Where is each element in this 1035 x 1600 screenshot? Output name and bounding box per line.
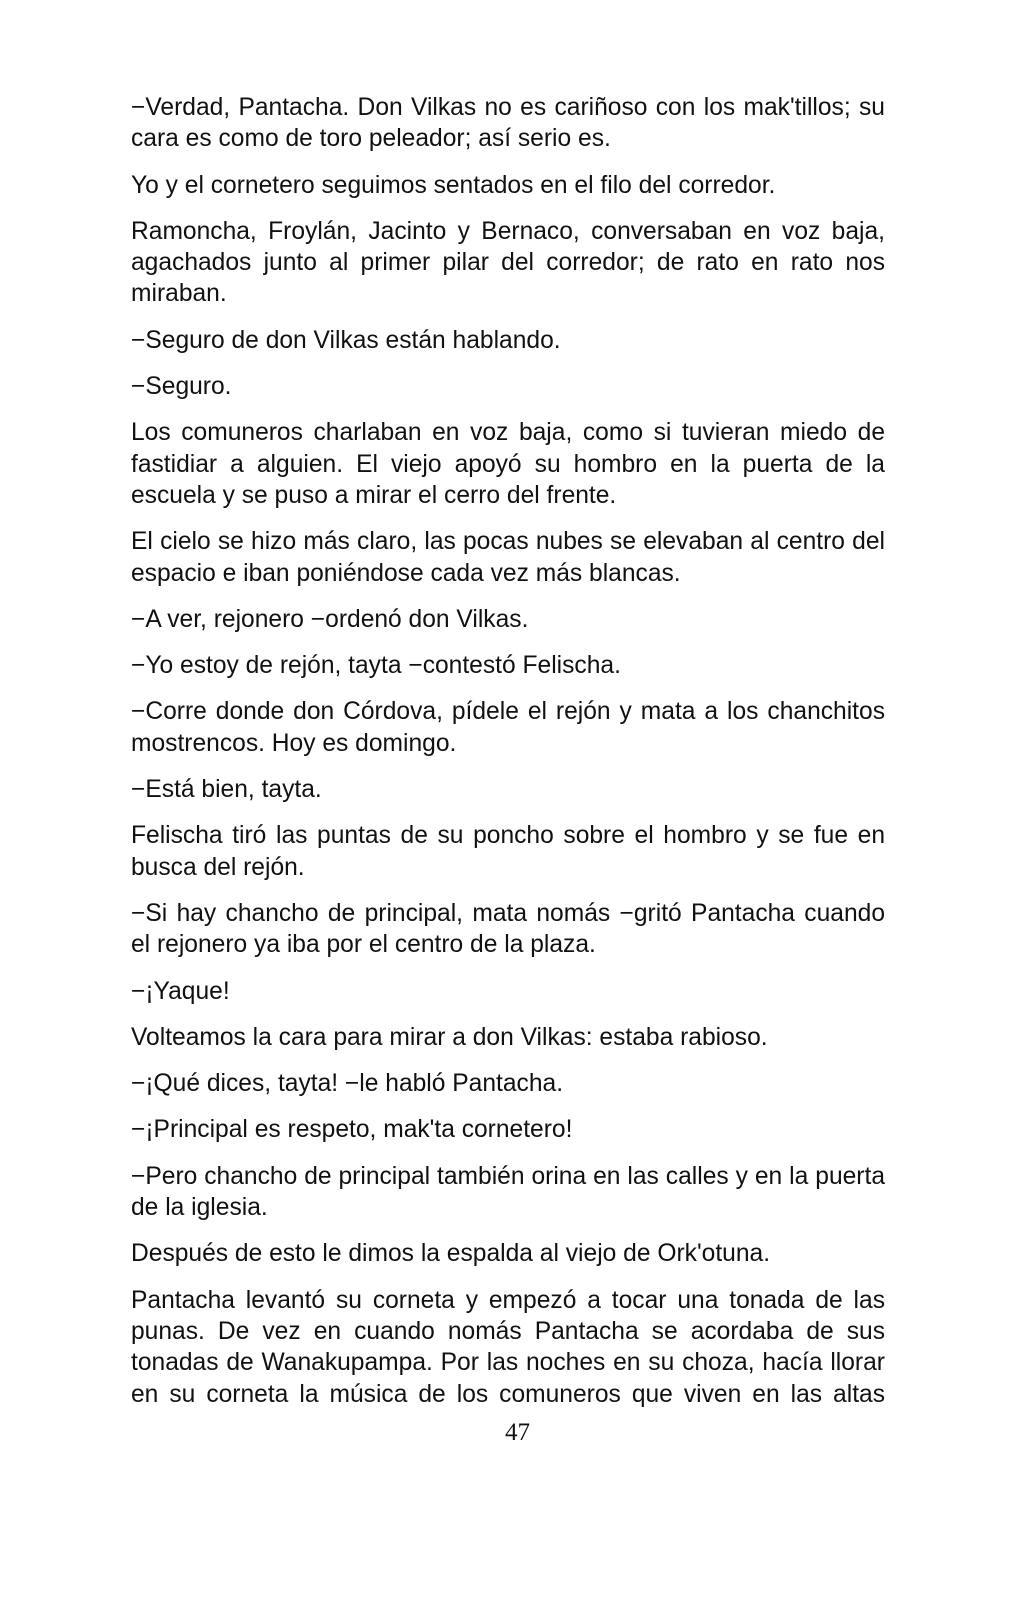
paragraph: Volteamos la cara para mirar a don Vilkas: estaba rabioso. [131,1023,768,1051]
paragraph: −Corre donde don Córdova, pídele el rejón y mata a los chanchitos mostrencos. Hoy es domingo. [131,698,885,757]
page-number: 47 [505,1419,530,1446]
paragraph: −Verdad, Pantacha. Don Vilkas no es cariñoso con los mak'tillos; su cara es como de toro peleador; así serio es. [131,94,885,153]
paragraph: −Yo estoy de rejón, tayta −contestó Felischa. [131,652,621,680]
paragraph: −Está bien, tayta. [131,776,322,804]
paragraph: −Pero chancho de principal también orina en las calles y en la puerta de la iglesia. [131,1162,885,1222]
paragraph: −¡Principal es respeto, mak'ta cornetero! [131,1116,573,1144]
paragraph: Felischa tiró las puntas de su poncho sobre el hombro y se fue en busca del rejón. [131,822,885,881]
paragraph: Pantacha levantó su corneta y empezó a tocar una tonada de las punas. De vez en cuando nomás Pantacha se acordaba de sus tonadas de Wanakupampa. Por las noches en su choza, hacía llorar en su corneta la música de los comuneros que viven en las altas [131,1286,885,1408]
paragraph: −Seguro de don Vilkas están hablando. [131,326,561,354]
paragraph: Los comuneros charlaban en voz baja, como si tuvieran miedo de fastidiar a alguien. El viejo apoyó su hombro en la puerta de la escuela y se puso a mirar el cerro del frente. [131,419,885,509]
paragraph: Ramoncha, Froylán, Jacinto y Bernaco, conversaban en voz baja, agachados junto al primer pilar del corredor; de rato en rato nos miraban. [131,217,885,308]
paragraph: −Si hay chancho de principal, mata nomás −gritó Pantacha cuando el rejonero ya iba por el centro de la plaza. [131,899,885,959]
paragraph: −Seguro. [131,373,232,401]
paragraph: −A ver, rejonero −ordenó don Vilkas. [131,605,529,633]
paragraph: Después de esto le dimos la espalda al viejo de Ork'otuna. [131,1240,771,1268]
page-body-text [131,92,885,1410]
paragraph: −¡Yaque! [131,977,230,1005]
paragraph: Yo y el cornetero seguimos sentados en el filo del corredor. [131,171,776,199]
paragraph: −¡Qué dices, tayta! −le habló Pantacha. [131,1070,564,1098]
paragraph: El cielo se hizo más claro, las pocas nubes se elevaban al centro del espacio e iban poniéndose cada vez más blancas. [131,528,885,587]
